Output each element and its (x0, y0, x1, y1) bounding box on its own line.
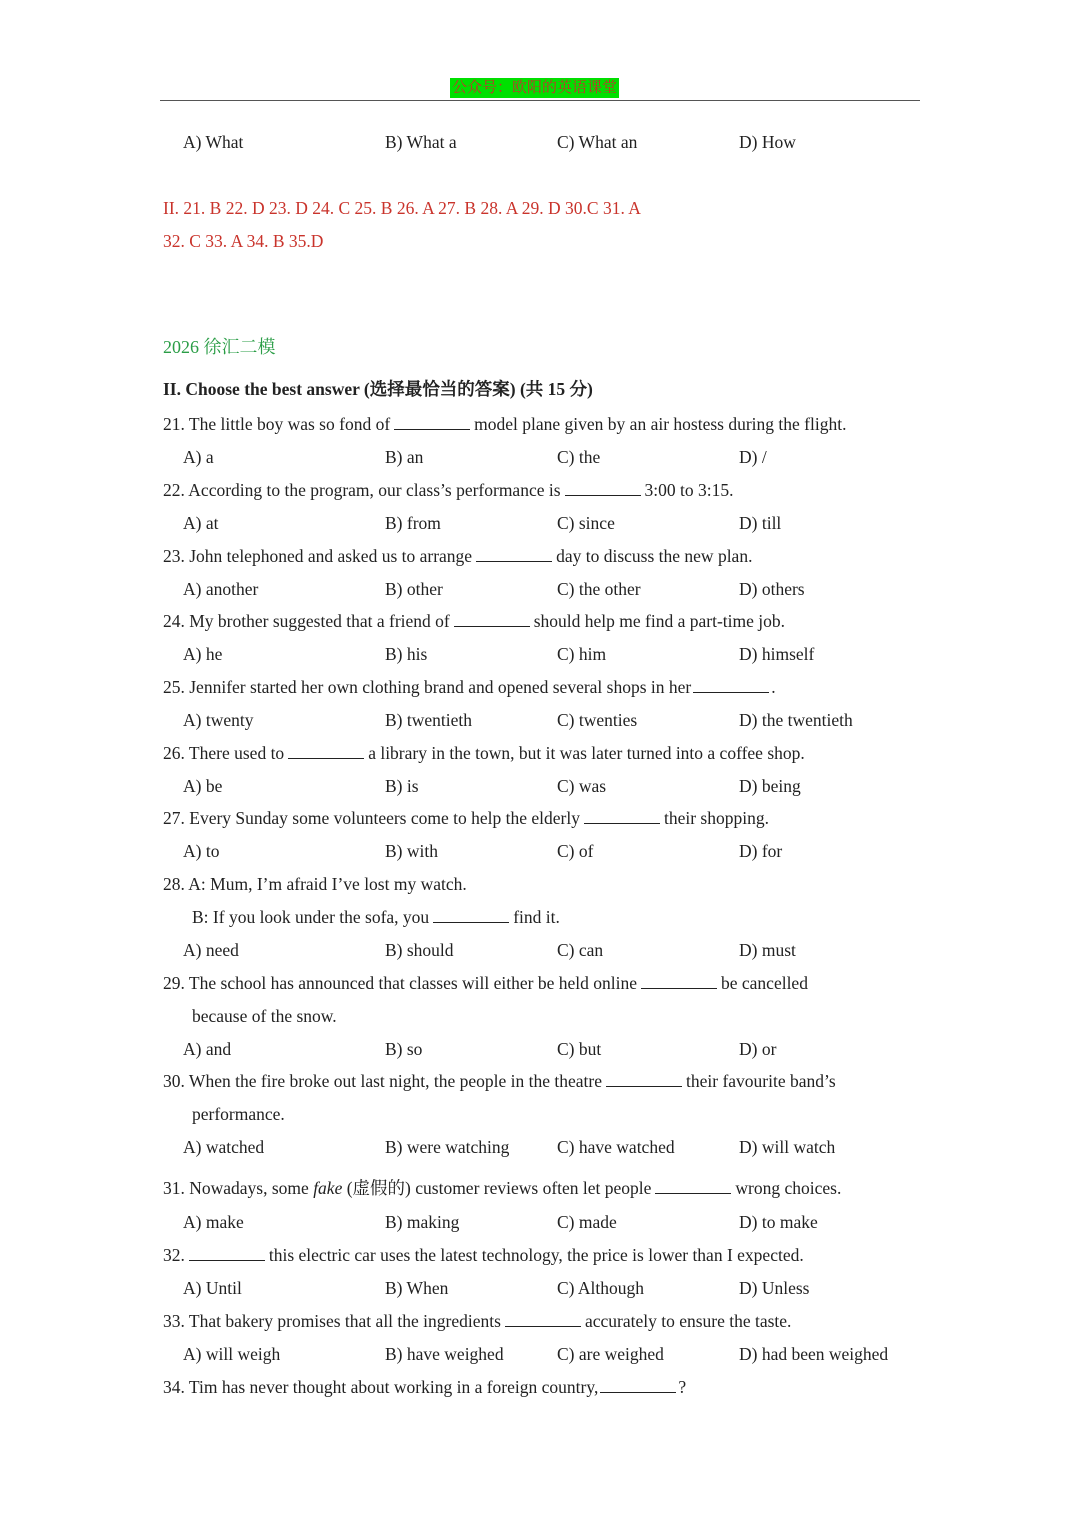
option-c: C) of (557, 841, 594, 861)
header-label: 公众号：欧阳的英语课堂 (452, 80, 618, 96)
option-c: C) him (557, 644, 607, 664)
option-a: A) at (183, 513, 219, 533)
option-b: B) so (385, 1039, 423, 1059)
option-c: C) but (557, 1039, 602, 1059)
question-23 (163, 546, 752, 567)
option-d: D) himself (739, 644, 815, 664)
question-text: their shopping. (663, 808, 769, 828)
option-b: B) other (385, 579, 443, 599)
option-b: B) What a (385, 132, 457, 152)
question-27-options (183, 841, 943, 863)
question-text: their favourite band’s (686, 1071, 836, 1091)
option-b: B) When (385, 1278, 449, 1298)
answer-blank (288, 744, 364, 759)
option-a: A) he (183, 644, 223, 664)
option-d: D) Unless (739, 1278, 810, 1298)
section-title: 2026 徐汇二模 (163, 337, 276, 357)
option-b: B) were watching (385, 1137, 510, 1157)
question-text: should help me find a part-time job. (533, 611, 785, 631)
option-c: C) can (557, 940, 604, 960)
option-d: D) How (739, 132, 796, 152)
answer-key-line-2: 32. C 33. A 34. B 35.D (163, 231, 324, 251)
option-a: A) need (183, 940, 239, 960)
option-d: D) for (739, 841, 783, 861)
question-text: 32. (163, 1245, 185, 1265)
question-30-continued: performance. (192, 1104, 285, 1124)
question-24-options (183, 644, 943, 666)
option-d: D) or (739, 1039, 777, 1059)
question-21 (163, 414, 846, 435)
question-text: 23. John telephoned and asked us to arrange (163, 546, 473, 566)
question-text: find it. (513, 907, 560, 927)
option-c: C) the (557, 447, 601, 467)
option-a: A) twenty (183, 710, 254, 730)
option-c: C) have watched (557, 1137, 675, 1157)
question-29 (163, 973, 808, 994)
option-d: D) had been weighed (739, 1344, 889, 1364)
option-b: B) twentieth (385, 710, 472, 730)
question-text: customer reviews often let people (415, 1178, 652, 1198)
question-text: ? (678, 1377, 687, 1397)
question-31-options (183, 1212, 943, 1234)
option-c: C) since (557, 513, 615, 533)
question-28-options (183, 940, 943, 962)
question-text: this electric car uses the latest technology, the price is lower than I expected. (268, 1245, 804, 1265)
question-33 (163, 1311, 791, 1332)
italic-word: fake (313, 1178, 343, 1198)
answer-blank (565, 481, 641, 496)
option-d: D) must (739, 940, 796, 960)
option-d: D) to make (739, 1212, 818, 1232)
option-c: C) What an (557, 132, 638, 152)
question-31 (163, 1175, 841, 1200)
option-b: B) should (385, 940, 454, 960)
question-27 (163, 808, 769, 829)
question-text: be cancelled (721, 973, 808, 993)
question-text: 29. The school has announced that classes will either be held online (163, 973, 637, 993)
option-b: B) is (385, 776, 419, 796)
answer-blank (655, 1179, 731, 1194)
header-rule (160, 100, 920, 101)
question-22-options (183, 513, 943, 535)
option-d: D) others (739, 579, 805, 599)
option-a: A) make (183, 1212, 244, 1232)
option-b: B) his (385, 644, 428, 664)
question-28 (163, 874, 467, 895)
option-d: D) till (739, 513, 782, 533)
question-32-options (183, 1278, 943, 1300)
option-a: A) to (183, 841, 220, 861)
question-text: 22. According to the program, our class’s performance is (163, 480, 561, 500)
answer-blank (584, 809, 660, 824)
question-text: 21. The little boy was so fond of (163, 414, 391, 434)
question-text: 27. Every Sunday some volunteers come to help the elderly (163, 808, 580, 828)
question-25 (163, 677, 776, 698)
question-text: 28. A: Mum, I’m afraid I’ve lost my watch. (163, 874, 467, 894)
chinese-gloss: (虚假的) (346, 1178, 411, 1198)
option-c: C) was (557, 776, 607, 796)
option-c: C) made (557, 1212, 617, 1232)
option-c: C) the other (557, 579, 641, 599)
answer-blank (606, 1072, 682, 1087)
prev-options-row (183, 132, 943, 154)
option-b: B) from (385, 513, 441, 533)
option-a: A) will weigh (183, 1344, 281, 1364)
question-22 (163, 480, 734, 501)
part-heading: II. Choose the best answer (选择最恰当的答案) (共 15 分) (163, 379, 593, 399)
question-29-continued: because of the snow. (192, 1006, 337, 1026)
option-d: D) / (739, 447, 767, 467)
question-25-options (183, 710, 943, 732)
question-29-options (183, 1039, 943, 1061)
question-text: 26. There used to (163, 743, 285, 763)
question-text: 33. That bakery promises that all the ingredients (163, 1311, 501, 1331)
question-text: accurately to ensure the taste. (584, 1311, 792, 1331)
question-text: B: If you look under the sofa, you (192, 907, 430, 927)
question-24 (163, 611, 785, 632)
question-text: 34. Tim has never thought about working in a foreign country, (163, 1377, 599, 1397)
question-33-options (183, 1344, 943, 1366)
option-a: A) and (183, 1039, 232, 1059)
question-text: 31. Nowadays, some (163, 1178, 309, 1198)
question-34 (163, 1377, 686, 1398)
question-30 (163, 1071, 836, 1092)
page-header (160, 78, 920, 102)
option-b: B) with (385, 841, 438, 861)
answer-blank (641, 974, 717, 989)
option-a: A) What (183, 132, 244, 152)
question-text: . (771, 677, 776, 697)
option-c: C) Although (557, 1278, 645, 1298)
question-text: 3:00 to 3:15. (644, 480, 734, 500)
option-d: D) being (739, 776, 801, 796)
answer-blank (454, 612, 530, 627)
question-text: 24. My brother suggested that a friend of (163, 611, 450, 631)
answer-blank (693, 678, 769, 693)
question-text: 30. When the fire broke out last night, the people in the theatre (163, 1071, 602, 1091)
question-text: a library in the town, but it was later turned into a coffee shop. (368, 743, 805, 763)
question-text: wrong choices. (735, 1178, 842, 1198)
question-28-line-2 (192, 907, 560, 928)
answer-blank (600, 1378, 676, 1393)
question-text: day to discuss the new plan. (556, 546, 753, 566)
question-21-options (183, 447, 943, 469)
option-a: A) be (183, 776, 223, 796)
question-30-options (183, 1137, 943, 1159)
answer-blank (476, 547, 552, 562)
question-26 (163, 743, 805, 764)
option-a: A) a (183, 447, 214, 467)
option-a: A) watched (183, 1137, 265, 1157)
answer-key-line-1: II. 21. B 22. D 23. D 24. C 25. B 26. A 27. B 28. A 29. D 30.C 31. A (163, 198, 641, 218)
option-b: B) an (385, 447, 424, 467)
answer-blank (505, 1312, 581, 1327)
answer-blank (433, 908, 509, 923)
question-26-options (183, 776, 943, 798)
option-d: D) will watch (739, 1137, 836, 1157)
option-c: C) twenties (557, 710, 638, 730)
answer-blank (189, 1246, 265, 1261)
option-c: C) are weighed (557, 1344, 664, 1364)
option-a: A) Until (183, 1278, 242, 1298)
question-32 (163, 1245, 804, 1266)
question-text: 25. Jennifer started her own clothing brand and opened several shops in her (163, 677, 692, 697)
question-text: model plane given by an air hostess during the flight. (474, 414, 847, 434)
answer-blank (394, 415, 470, 430)
option-b: B) making (385, 1212, 460, 1232)
option-a: A) another (183, 579, 259, 599)
option-d: D) the twentieth (739, 710, 853, 730)
question-23-options (183, 579, 943, 601)
option-b: B) have weighed (385, 1344, 504, 1364)
